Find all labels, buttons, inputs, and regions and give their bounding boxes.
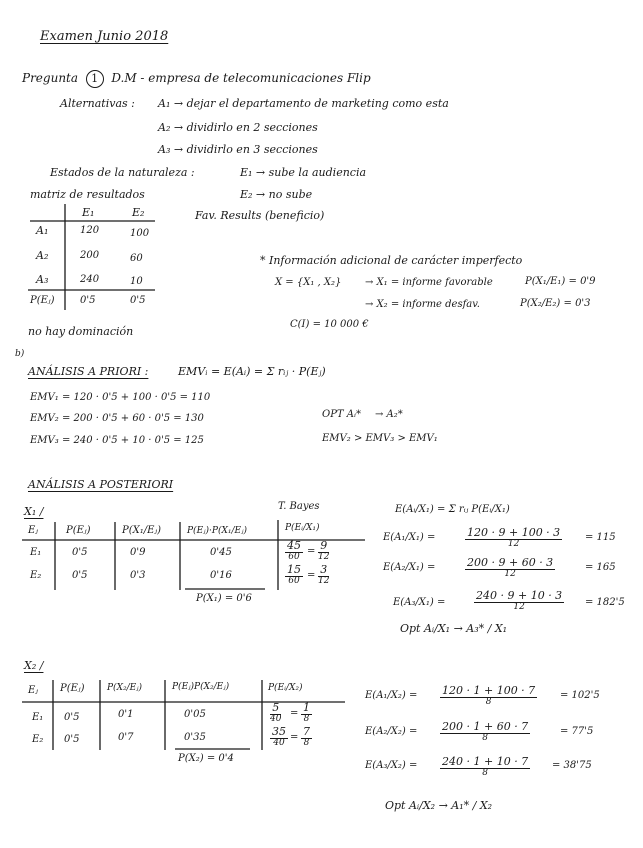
matrix-prob-label: P(Eⱼ) [30,295,55,306]
info-title: * Información adicional de carácter imperfecto [260,254,523,267]
x1-posterior-e1: 45 60 [287,539,301,562]
x1-calc-a2-fraction: 200 · 9 + 60 · 3 12 [467,556,554,579]
x2-row-joint: 0'35 [184,732,206,743]
no-domination-note: no hay dominación [28,325,134,338]
x2-calc-a1-result: = 102'5 [560,690,600,701]
x1-calc-a1-result: = 115 [585,532,616,543]
apriori-opt-result: → A₂* [375,409,403,420]
x2-posterior-e2-reduced: 7 8 [303,725,310,748]
x1-header-ej: Eⱼ [28,525,38,536]
matrix-prob-e1: 0'5 [80,295,96,306]
info-x1: → X₁ = informe favorable [365,277,493,288]
x2-calc-a3-label: E(A₃/X₂) = [365,760,418,771]
emv3-line: EMV₃ = 240 · 0'5 + 10 · 0'5 = 125 [30,435,204,446]
info-x2: → X₂ = informe desfav. [365,299,480,310]
x1-header-joint: P(Eⱼ)·P(X₁/Eⱼ) [187,526,247,536]
matrix-cell: 120 [80,225,100,236]
x1-header-pej: P(Eⱼ) [66,525,91,536]
question-number: 1 [86,70,104,88]
x1-posterior-e2-reduced: 3 12 [318,563,330,586]
x2-row-p: 0'5 [64,712,80,723]
x2-row-e: E₁ [32,712,44,723]
info-x1-prob: P(X₁/E₁) = 0'9 [525,276,596,287]
x1-calc-a3-label: E(A₃/X₁) = [393,597,446,608]
x2-row-p: 0'5 [64,734,80,745]
equals-sign: = [290,732,299,743]
apriori-formula: EMVᵢ = E(Aᵢ) = Σ rᵢⱼ · P(Eⱼ) [178,365,326,378]
x1-calc-a3-result: = 182'5 [585,597,625,608]
states-label: Estados de la naturaleza : [50,166,195,179]
x1-row-joint: 0'16 [210,570,232,581]
matrix-cell: 60 [130,253,143,264]
matrix-header-e2: E₂ [132,206,145,219]
x2-header-likelihood: P(X₂/Eⱼ) [107,683,143,693]
x1-row-p: 0'5 [72,570,88,581]
x2-calc-opt: Opt Aᵢ/X₂ → A₁* / X₂ [385,799,493,812]
alternative-a2: A₂ → dividirlo en 2 secciones [158,121,318,134]
x2-calc-a3-fraction: 240 · 1 + 10 · 7 8 [442,755,529,778]
fav-results-label: Fav. Results (beneficio) [195,209,325,222]
x1-calc-a1-fraction: 120 · 9 + 100 · 3 12 [467,526,561,549]
x2-row-likelihood: 0'1 [118,709,134,720]
x2-calc-a2-fraction: 200 · 1 + 60 · 7 8 [442,720,529,743]
matrix-row-label: A₁ [36,224,49,237]
alternatives-label: Alternativas : [60,97,135,110]
equals-sign: = [307,570,316,581]
matrix-row-label: A₂ [36,249,49,262]
x1-total: P(X₁) = 0'6 [196,593,252,604]
part-b-label: b) [15,349,25,359]
x2-calc-a2-label: E(A₂/X₂) = [365,726,418,737]
info-cost: C(I) = 10 000 € [290,319,369,330]
x2-header-posterior: P(Eᵢ/X₂) [268,683,303,693]
x2-row-likelihood: 0'7 [118,732,134,743]
apriori-opt-label: OPT Aᵢ* [322,409,362,420]
x2-calc-a3-result: = 38'75 [552,760,592,771]
x2-header-pej: P(Eⱼ) [60,683,85,694]
alternative-a3: A₃ → dividirlo en 3 secciones [158,143,318,156]
equals-sign: = [290,708,299,719]
emv2-line: EMV₂ = 200 · 0'5 + 60 · 0'5 = 130 [30,413,204,424]
matrix-prob-e2: 0'5 [130,295,146,306]
bayes-label: T. Bayes [278,501,320,512]
emv1-line: EMV₁ = 120 · 0'5 + 100 · 0'5 = 110 [30,392,211,403]
x2-header-joint: P(Eⱼ)P(X₂/Eⱼ) [172,682,230,692]
x2-row-joint: 0'05 [184,709,206,720]
apriori-heading: ANÁLISIS A PRIORI : [28,365,149,378]
matrix-cell: 240 [80,274,100,285]
x1-row-likelihood: 0'9 [130,547,146,558]
page-title: Examen Junio 2018 [40,29,169,44]
x1-posterior-e1-reduced: 9 12 [318,539,330,562]
matrix-header-e1: E₁ [82,206,95,219]
x1-header-posterior: P(Eᵢ/X₁) [285,523,320,533]
state-e1: E₁ → sube la audiencia [240,166,367,179]
x2-table-label: X₂ / [24,659,44,672]
x1-calc-a2-label: E(A₂/X₁) = [383,562,436,573]
x1-posterior-e2: 15 60 [287,563,301,586]
x2-calc-a1-fraction: 120 · 1 + 100 · 7 8 [442,684,536,707]
matrix-cell: 100 [130,228,150,239]
x2-posterior-e1: 5 40 [270,701,282,724]
question-label: Pregunta 1 D.M - empresa de telecomunicaciones Flip [22,70,371,88]
x1-row-e: E₂ [30,570,42,581]
problem-statement: D.M - empresa de telecomunicaciones Flip [111,71,371,85]
x2-total: P(X₂) = 0'4 [178,753,234,764]
aposteriori-heading: ANÁLISIS A POSTERIORI [28,478,174,491]
x2-calc-a2-result: = 77'5 [560,726,594,737]
matrix-cell: 200 [80,250,100,261]
x2-header-ej: Eⱼ [28,685,38,696]
x1-calc-a3-fraction: 240 · 9 + 10 · 3 12 [476,589,563,612]
state-e2: E₂ → no sube [240,188,313,201]
info-x-def: X = {X₁ , X₂} [275,277,342,288]
x1-table-label: X₁ / [24,505,44,518]
x1-header-likelihood: P(X₁/Eⱼ) [122,525,161,536]
x1-calc-formula: E(Aᵢ/X₁) = Σ rᵢⱼ P(Eᵢ/X₁) [395,504,510,515]
x1-calc-a1-label: E(A₁/X₁) = [383,532,436,543]
matrix-cell: 10 [130,276,143,287]
info-x2-prob: P(X₂/E₂) = 0'3 [520,298,591,309]
apriori-ranking: EMV₂ > EMV₃ > EMV₁ [322,433,438,444]
x2-calc-a1-label: E(A₁/X₂) = [365,690,418,701]
x1-calc-a2-result: = 165 [585,562,616,573]
x2-posterior-e1-reduced: 1 8 [303,701,310,724]
alternative-a1: A₁ → dejar el departamento de marketing como esta [158,97,449,110]
x1-row-joint: 0'45 [210,547,232,558]
x1-row-p: 0'5 [72,547,88,558]
x2-row-e: E₂ [32,734,44,745]
matrix-label: matriz de resultados [30,188,145,201]
x1-row-e: E₁ [30,547,42,558]
x2-posterior-e2: 35 40 [272,725,286,748]
x1-row-likelihood: 0'3 [130,570,146,581]
equals-sign: = [307,546,316,557]
matrix-row-label: A₃ [36,273,49,286]
x1-calc-opt: Opt Aᵢ/X₁ → A₃* / X₁ [400,622,508,635]
